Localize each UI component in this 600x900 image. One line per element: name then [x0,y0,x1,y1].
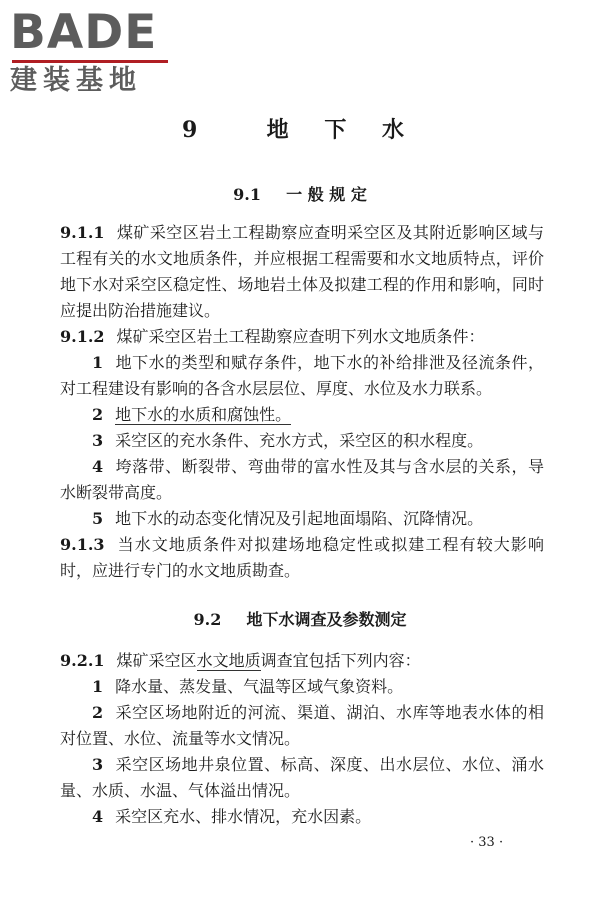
logo-chinese-text: 建装基地 [10,65,142,96]
item-text: 地下水的动态变化情况及引起地面塌陷、沉降情况。 [115,509,484,528]
section-number: 9.2 [193,610,222,629]
clause-9-1-3 [60,532,544,584]
clause-text-underlined: 水文地质 [196,651,261,670]
item-text: 垮落带、断裂带、弯曲带的富水性及其与含水层的关系，导水断裂带高度。 [60,457,544,502]
item-number: 2 [92,703,104,722]
clause-9-1-1 [60,220,544,324]
list-item [60,402,544,428]
chapter-number: 9 [182,117,212,143]
chapter-title [0,113,600,147]
chapter-name: 地 下 水 [266,117,418,143]
list-item [60,674,544,700]
clause-number: 9.1.1 [60,223,105,242]
clause-text: 煤矿采空区岩土工程勘察应查明采空区及其附近影响区域与工程有关的水文地质条件，并应根据工程需要和水文地质特点，评价地下水对采空区稳定性、场地岩土体及拟建工程的作用和影响，同时应提出防治措施建议。 [60,223,544,320]
item-text: 降水量、蒸发量、气温等区域气象资料。 [115,677,404,696]
clause-9-1-2 [60,324,544,350]
item-text: 采空区充水、排水情况，充水因素。 [115,807,372,826]
item-text: 采空区场地附近的河流、渠道、湖泊、水库等地表水体的相对位置、水位、流量等水文情况。 [60,703,544,748]
item-number: 3 [92,431,104,450]
clause-text-after: 调查宜包括下列内容： [260,651,421,670]
item-text: 地下水的水质和腐蚀性。 [115,405,292,424]
list-item [60,700,544,752]
list-item [60,428,544,454]
page-number: · 33 · [470,835,504,850]
section-name: 一 般 规 定 [286,185,367,204]
section-number: 9.1 [233,185,261,204]
item-text: 地下水的类型和赋存条件，地下水的补给排泄及径流条件，对工程建设有影响的各含水层层位、厚度、水位及水力联系。 [60,353,544,398]
clause-number: 9.1.3 [60,535,105,554]
clause-number: 9.2.1 [60,651,105,670]
clause-number: 9.1.2 [60,327,105,346]
list-item [60,506,544,532]
item-number: 4 [92,807,104,826]
item-number: 5 [92,509,104,528]
item-number: 4 [92,457,104,476]
logo-latin-text: BADE [10,5,158,60]
section-name: 地下水调查及参数测定 [246,610,407,629]
item-number: 1 [92,677,104,696]
item-number: 2 [92,405,104,424]
clause-9-2-1 [60,648,544,674]
section-title-9-1 [0,182,600,208]
item-number: 3 [92,755,104,774]
item-number: 1 [92,353,104,372]
clause-text: 当水文地质条件对拟建场地稳定性或拟建工程有较大影响时，应进行专门的水文地质勘查。 [60,535,544,580]
clause-text-before: 煤矿采空区 [116,651,197,670]
list-item [60,804,544,830]
item-text: 采空区场地井泉位置、标高、深度、出水层位、水位、涌水量、水质、水温、气体溢出情况。 [60,755,544,800]
section-title-9-2 [0,607,600,633]
publisher-logo [10,5,180,96]
clause-text: 煤矿采空区岩土工程勘察应查明下列水文地质条件： [116,327,485,346]
section-9-1-body [60,220,544,584]
list-item [60,752,544,804]
list-item [60,350,544,402]
list-item [60,454,544,506]
logo-divider [12,60,168,63]
section-9-2-body [60,648,544,830]
item-text: 采空区的充水条件、充水方式，采空区的积水程度。 [115,431,484,450]
